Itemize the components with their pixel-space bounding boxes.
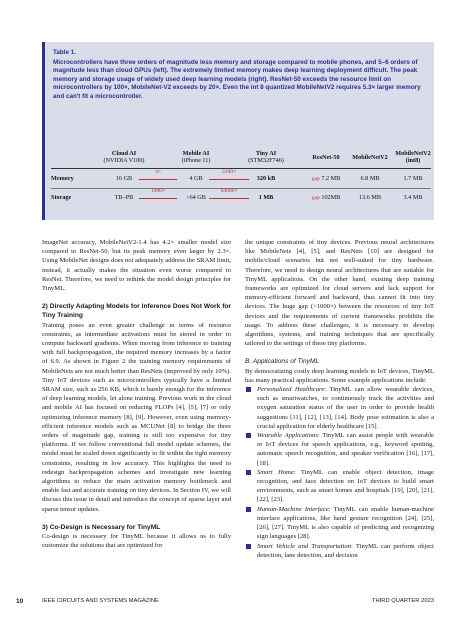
magazine-name: IEEE CIRCUITS AND SYSTEMS MAGAZINE <box>42 598 159 604</box>
header-mobile: Mobile AI (iPhone 11) <box>181 150 211 165</box>
table-caption <box>53 49 425 102</box>
list-item: Smart Home: TinyML can enable object detection, image recognition, and face detection on IoT devices to build smart environments, such as smart homes and hospitals [19], [20], [21], [22], [23]. <box>245 468 434 505</box>
storage-ratio-1: 1000× <box>150 188 166 194</box>
square-bullet-icon <box>246 544 251 549</box>
header-mobilenetv2-int8: MobileNetV2 (int8) <box>395 150 431 165</box>
left-column <box>42 238 231 551</box>
memory-ratio-1: 4× <box>155 169 161 175</box>
memory-mobile: 4 GB <box>189 175 203 182</box>
table-box <box>42 42 434 220</box>
square-bullet-icon <box>246 507 251 512</box>
section-heading-3: 3) Co-Design is Necessary for TinyML <box>42 523 161 531</box>
storage-mobilenetv2: 13.6 MB <box>358 194 381 201</box>
memory-ratio-2: 3100× <box>221 169 237 175</box>
storage-tiny: 1 MB <box>258 194 274 201</box>
left-paragraph-1: ImageNet accuracy, MobileNetV2-1.4 has 4.2× smaller model size compared to ResNet-50, but its peak memory even larger by 2.3×. Using MobileNet designs does not adequately address the SRAM limit, instead, it actually makes the situation even worse compared to ResNet. Therefore, we need to rethink the model design principles for TinyML. <box>42 239 231 293</box>
list-item: Smart Vehicle and Transportation: TinyML can perform object detection, lane detection, and decision <box>245 542 434 560</box>
storage-ratio-arrow-2 <box>209 198 249 199</box>
memory-ratio-arrow-2 <box>209 179 249 180</box>
square-bullet-icon <box>246 387 251 392</box>
memory-resnet: gap 7.2 MB <box>311 175 341 182</box>
list-item: Personalized Healthcare: TinyML can allow wearable devices, such as smartwatches, to continuously track the activities and oxygen saturation status of the user in order to provide health suggestions [11], [12], [13], [14]. Body pose estimation is also a crucial application for elderly healthcare [15]. <box>245 385 434 431</box>
section-heading-2: 2) Directly Adapting Models for Inference Does Not Work for Tiny Training <box>42 303 231 320</box>
square-bullet-icon <box>246 470 251 475</box>
table-caption-text: Microcontrollers have three orders of magnitude less memory and storage compared to mobile phones, and 5–6 orders of magnitude less than cloud GPUs (left). The extremely limited memory makes deep learning deployment difficult. The peak memory and storage usage of widely used deep learning models (right). ResNet-50 exceeds the resource limit on microcontrollers by 100×, MobileNet-V2 exceeds by 20×. Even the int 8 quantized MobileNetV2 requires 5.3× larger memory and can't fit a microcontroller. <box>53 58 421 100</box>
memory-gap-label: gap <box>311 176 320 182</box>
memory-mobilenetv2-int8: 1.7 MB <box>403 175 423 182</box>
square-bullet-icon <box>246 433 251 438</box>
storage-cloud: TB–PB <box>114 194 134 201</box>
comparison-table <box>51 148 431 214</box>
table-title: Table 1. <box>53 49 76 56</box>
right-column <box>245 238 434 560</box>
row-label-storage: Storage <box>51 194 72 201</box>
application-list <box>245 385 434 560</box>
row-label-memory: Memory <box>51 175 74 182</box>
header-mobilenetv2: MobileNetV2 <box>352 154 388 161</box>
memory-mobilenetv2: 6.8 MB <box>360 175 380 182</box>
header-resnet: ResNet-50 <box>312 154 340 161</box>
memory-ratio-arrow-1 <box>139 179 177 180</box>
memory-cloud: 16 GB <box>115 175 133 182</box>
storage-ratio-2: 64000× <box>220 188 238 194</box>
section-heading-b: B. Applications of TinyML <box>245 358 320 366</box>
header-cloud: Cloud AI (NVIDIA V100) <box>103 150 145 165</box>
header-tiny: Tiny AI (STM32F746) <box>248 150 284 165</box>
storage-mobilenetv2-int8: 3.4 MB <box>403 194 423 201</box>
storage-gap-label: gap <box>311 195 320 201</box>
left-paragraph-3: Co-design is necessary for TinyML because it allows us to fully customize the solutions that are optimized for <box>42 533 231 550</box>
memory-tiny: 320 kB <box>256 175 276 182</box>
storage-mobile: >64 GB <box>186 194 206 201</box>
list-item: Wearable Applications: TinyML can assist people with wearable or IoT devices for speech applications, e.g., keyword spotting, automatic speech recognition, and speaker verification [16], [17], [18]. <box>245 431 434 468</box>
storage-ratio-arrow-1 <box>139 198 177 199</box>
right-paragraph-b: By democratizing costly deep learning models to IoT devices, TinyML has many practical applications. Some example applications include: <box>245 367 434 384</box>
left-paragraph-2: Training poses an even greater challenge in terms of resource constraints, as intermediate activations must be stored in order to compute backward gradients. When moving from inference to training with full backpropagation, the required memory increases by a factor of 6.9. As shown in Figure 2 the training memory requirements of MobileNets are not much better than ResNets (improved by only 10%). Tiny IoT devices such as microcontrollers typically have a limited SRAM size, such as 256 KB, which is barely enough for the inference of deep learning models, let alone training. Previous work in the cloud and mobile AI has focused on reducing FLOPs [4], [5], [7] or only optimizing inference memory [8], [9]. However, even using memory-efficient inference models such as MCUNet [8] to bridge the three orders of magnitude gap, training is still too expensive for tiny platforms. If we follow conventional full model update schemes, the model must be scaled down significantly to fit within the tight memory constraints, resulting in low accuracy. This highlights the need to redesign backpropagation schemes and investigate new learning algorithms to reduce the main activation memory bottleneck and enable fast and accurate training on tiny devices. In Section IV, we will discuss this issue in detail and introduce the concept of sparse layer and sparse tensor updates. <box>42 321 231 513</box>
storage-resnet: gap 102MB <box>311 194 341 201</box>
page-number: 10 <box>16 598 24 605</box>
list-item: Human-Machine Interface: TinyML can enable human-machine interface applications, like hand gesture recognition [24], [25], [26], [27]. TinyML is also capable of predicting and recognizing sign languages [28]. <box>245 505 434 542</box>
right-paragraph-1: the unique constraints of tiny devices. Previous neural architectures like MobileNets [4], [5], and ResNets [10] are designed for mobile/cloud scenarios but not well-suited for tiny hardware. Therefore, we need to design neural architectures that are suitable for TinyML applications. On the other hand, existing deep training frameworks are optimized for cloud servers and lack support for memory-efficient forward and backward, thus cannot fit into tiny devices. The huge gap (>1000×) between the resources of tiny IoT devices and the requirements of current frameworks prohibits the usage. To address these challenges, it is necessary to develop algorithms, systems, and training techniques that are specifically tailored to the settings of these tiny platforms. <box>245 239 434 348</box>
issue-label: THIRD QUARTER 2023 <box>371 598 434 604</box>
